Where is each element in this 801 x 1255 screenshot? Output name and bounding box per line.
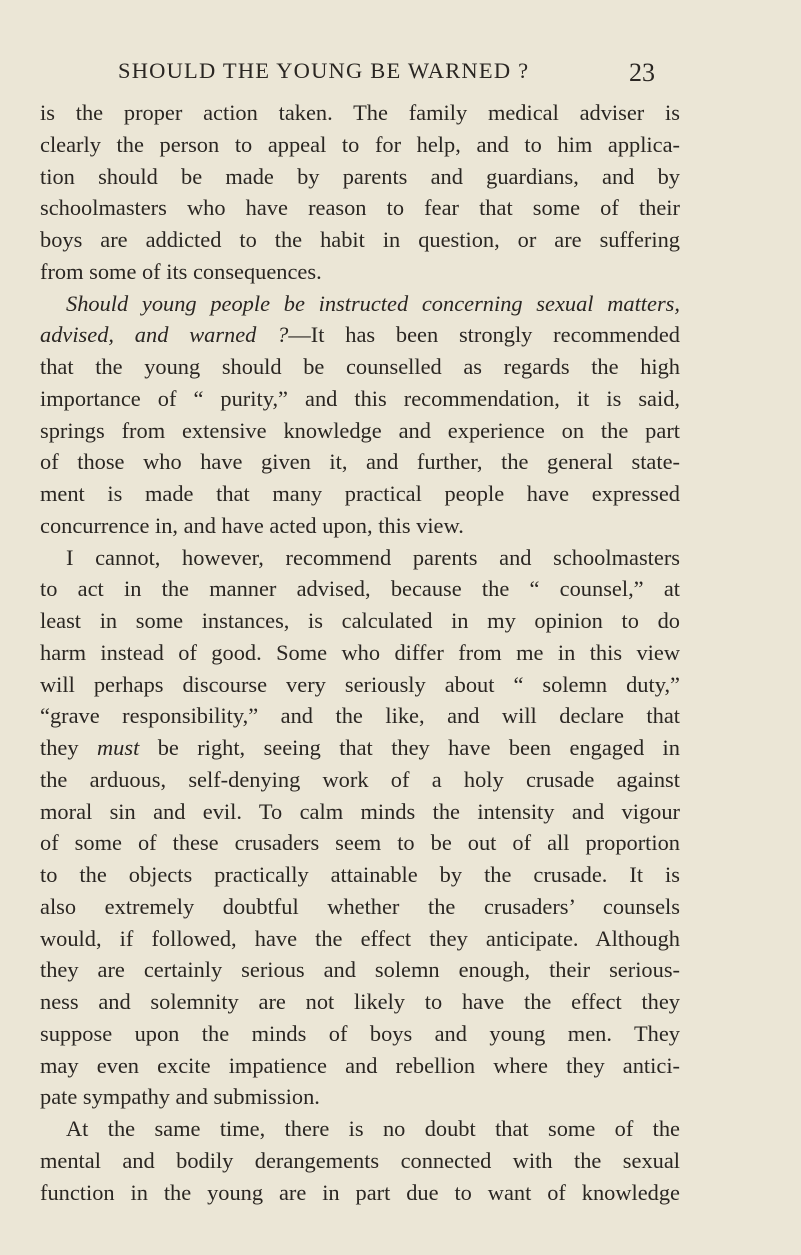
- text-line: tion should be made by parents and guardians, and by: [40, 163, 680, 189]
- text-line: that the young should be counselled as regards the high: [40, 354, 680, 379]
- text-segment: they: [40, 735, 79, 760]
- text-line: of those who have given it, and further, the general state-: [40, 449, 680, 475]
- text-line: [40, 288, 680, 320]
- italic-heading: Should young people be instructed concerning sexual matters,: [66, 290, 680, 316]
- text-line: moral sin and evil. To calm minds the intensity and vigour: [40, 798, 680, 824]
- text-line: ment is made that many practical people have expressed: [40, 481, 680, 506]
- text-segment: —It has been strongly recommended: [288, 322, 680, 348]
- text-line: will perhaps discourse very seriously about “ solemn duty,”: [40, 671, 680, 697]
- text-line: from some of its consequences.: [40, 258, 322, 284]
- text-segment: be right, seeing that they have been engaged in: [157, 735, 680, 760]
- text-line: may even excite impatience and rebellion where they antici-: [40, 1052, 680, 1078]
- text-line: “grave responsibility,” and the like, and will declare that: [40, 703, 680, 729]
- text-line: to act in the manner advised, because the “ counsel,” at: [40, 576, 680, 602]
- text-line: also extremely doubtful whether the crusaders’ counsels: [40, 893, 680, 919]
- text-line: suppose upon the minds of boys and young men. They: [40, 1020, 680, 1046]
- italic-heading: advised, and warned ?: [40, 322, 289, 348]
- text-line: of some of these crusaders seem to be out of all proportion: [40, 830, 680, 856]
- text-line: [40, 319, 680, 351]
- text-line: least in some instances, is calculated in my opinion to do: [40, 608, 680, 633]
- body-text: [40, 97, 680, 1208]
- text-line: [40, 732, 680, 764]
- text-line: schoolmasters who have reason to fear that some of their: [40, 195, 680, 221]
- text-line: I cannot, however, recommend parents and schoolmasters: [66, 544, 680, 570]
- text-line: ness and solemnity are not likely to have the effect they: [40, 989, 680, 1014]
- text-line: pate sympathy and submission.: [40, 1084, 320, 1110]
- text-line: At the same time, there is no doubt that some of the: [66, 1116, 680, 1141]
- text-line: harm instead of good. Some who differ from me in this view: [40, 639, 680, 665]
- page-number: 23: [629, 58, 655, 87]
- text-line: clearly the person to appeal to for help, and to him applica-: [40, 131, 680, 157]
- text-line: function in the young are in part due to want of knowledge: [40, 1179, 680, 1205]
- text-line: they are certainly serious and solemn enough, their serious-: [40, 957, 680, 983]
- italic-emphasis: must: [96, 735, 140, 760]
- text-line: the arduous, self-denying work of a holy crusade against: [40, 766, 680, 792]
- text-line: mental and bodily derangements connected with the sexual: [40, 1147, 680, 1173]
- running-head: SHOULD THE YOUNG BE WARNED ?: [118, 58, 530, 83]
- text-line: importance of “ purity,” and this recommendation, it is said,: [40, 385, 680, 411]
- text-line: concurrence in, and have acted upon, this view.: [40, 512, 464, 538]
- text-line: is the proper action taken. The family medical adviser is: [40, 100, 680, 125]
- text-line: to the objects practically attainable by the crusade. It is: [40, 862, 680, 887]
- text-line: would, if followed, have the effect they anticipate. Although: [40, 925, 680, 951]
- text-line: springs from extensive knowledge and experience on the part: [40, 417, 680, 443]
- text-line: boys are addicted to the habit in question, or are suffering: [40, 227, 680, 252]
